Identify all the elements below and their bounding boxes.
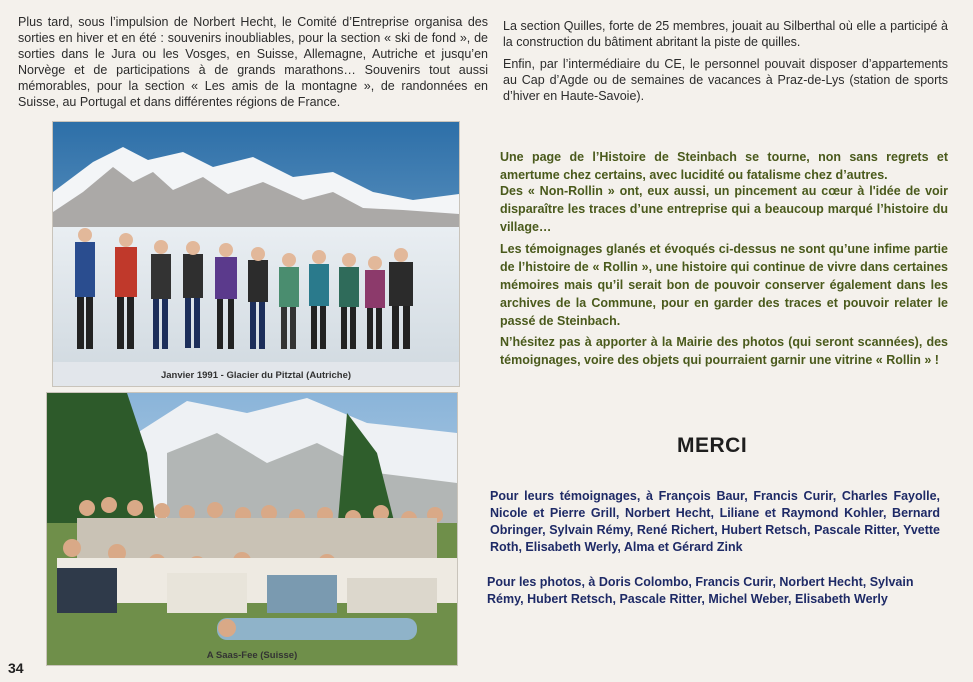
intro-paragraph: Plus tard, sous l’impulsion de Norbert Hecht, le Comité d’Entreprise organisa des sorties en hiver et en été : souvenirs inoubliables, pour la section « ski de fond », de sorties dans le Jura ou les Vosges, en Suisse, Allemagne, Autriche et jusqu’en Norvège et de participations à de grands marathons… Souvenirs tout aussi mémorables, pour la section « Les amis de la montagne », de randonnées en Suisse, au Portugal et dans différentes régions de France. — [18, 15, 488, 109]
thanks-testimonies: Pour leurs témoignages, à François Baur, Francis Curir, Charles Fayolle, Nicole et Pierre Grill, Norbert Hecht, Liliane et Raymond Kohler, Bernard Obringer, Sylvain Rémy, René Richert, Hubert Retsch, Pascale Ritter, Yvette Roth, Elisabeth Werly, Alma et Gérard Zink — [490, 489, 940, 554]
thanks-photos: Pour les photos, à Doris Colombo, Francis Curir, Norbert Hecht, Sylvain Rémy, Hubert Retsch, Pascale Ritter, Michel Weber, Elisabeth Werly — [487, 575, 914, 606]
quilles-paragraph: La section Quilles, forte de 25 membres, jouait au Silberthal où elle a participé à la construction du bâtiment abritant la piste de quilles. — [503, 19, 948, 49]
saas-fee-caption: A Saas-Fee (Suisse) — [206, 650, 298, 661]
merci-title: MERCI — [677, 434, 748, 457]
page-number: 34 — [8, 660, 24, 676]
non-rollin-paragraph: Des « Non-Rollin » ont, eux aussi, un pincement au cœur à l'idée de voir disparaître les traces d’une entreprise qui a beaucoup marqué l’histoire du village… — [500, 184, 948, 234]
temoignages-paragraph: Les témoignages glanés et évoqués ci-dessus ne sont qu’une infime partie de l’histoire de « Rollin », une histoire qui continue de vivre dans certaines mémoires mais qu’il serait bon de pouvoir conserver également dans les archives de la Commune, pour en garder des traces et pouvoir relater le passé de Steinbach. — [500, 242, 948, 328]
ski-group-photo — [52, 121, 460, 387]
mairie-paragraph: N’hésitez pas à apporter à la Mairie des photos (qui seront scannées), des témoignages, voire des objets qui pourraient garnir une vitrine « Rollin » ! — [500, 335, 948, 367]
ski-photo-caption: Janvier 1991 - Glacier du Pitztal (Autriche) — [160, 370, 352, 381]
page-turn-paragraph: Une page de l’Histoire de Steinbach se tourne, non sans regrets et amertume chez certains, avec lucidité ou fatalisme chez d’autres. — [500, 150, 948, 182]
saas-fee-group-photo — [46, 392, 458, 666]
ce-paragraph: Enfin, par l’intermédiaire du CE, le personnel pouvait disposer d’appartements au Cap d’Agde ou de semaines de vacances à Praz-de-Lys (station de sports d’hiver en Haute-Savoie). — [503, 57, 948, 103]
